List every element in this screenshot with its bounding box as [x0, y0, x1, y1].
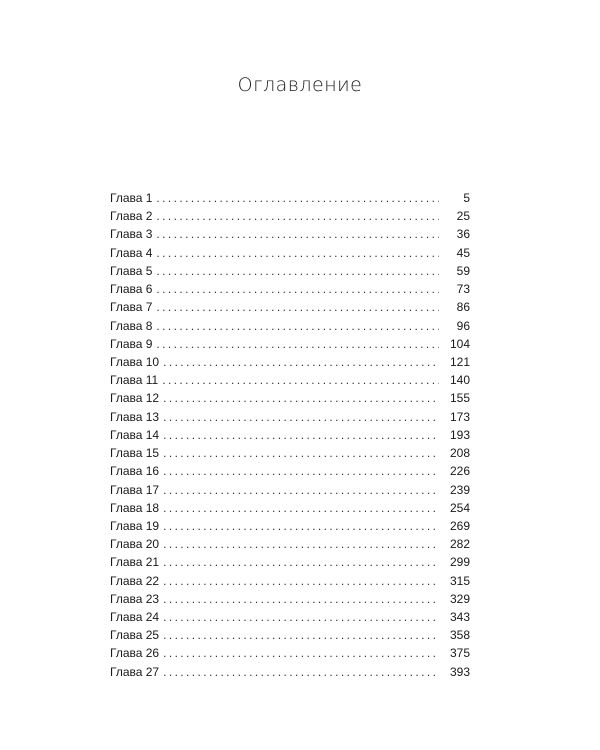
toc-entry[interactable] [110, 663, 470, 681]
toc-entry[interactable] [110, 517, 470, 535]
toc-entry-label: Глава 1 [110, 191, 153, 205]
toc-entry-page: 269 [449, 518, 470, 533]
dot-leader [163, 535, 439, 553]
toc-entry[interactable] [110, 499, 470, 517]
dot-leader [156, 335, 439, 353]
toc-entry-label: Глава 9 [110, 336, 153, 351]
toc-entry-label: Глава 16 [110, 464, 160, 479]
toc-entry[interactable] [110, 590, 470, 608]
toc-entry-page: 226 [449, 464, 470, 479]
toc-entry-label: Глава 4 [110, 245, 153, 260]
toc-entry-page: 329 [449, 591, 470, 606]
toc-entry-page: 193 [449, 427, 470, 442]
toc-entry-page: 254 [449, 500, 470, 515]
toc-entry-page: 173 [449, 409, 470, 424]
toc-entry-label: Глава 10 [110, 354, 160, 369]
toc-entry-page: 25 [456, 209, 470, 224]
toc-entry[interactable] [110, 317, 470, 335]
dot-leader [156, 262, 439, 280]
toc-entry-label: Глава 22 [110, 573, 160, 588]
toc-entry[interactable] [110, 389, 470, 407]
dot-leader [156, 280, 439, 298]
toc-entry-page: 282 [449, 537, 470, 552]
toc-entry-label: Глава 26 [110, 646, 160, 661]
toc-entry-label: Глава 14 [110, 427, 160, 442]
dot-leader [156, 298, 439, 316]
toc-entry[interactable] [110, 535, 470, 553]
toc-entry-page: 73 [456, 282, 470, 297]
dot-leader [163, 644, 439, 662]
toc-entry-label: Глава 8 [110, 318, 153, 333]
toc-entry-label: Глава 17 [110, 482, 160, 497]
dot-leader [156, 225, 439, 243]
dot-leader [163, 626, 439, 644]
dot-leader [163, 462, 439, 480]
toc-entry-page: 343 [449, 610, 470, 625]
toc-entry-label: Глава 23 [110, 591, 160, 606]
dot-leader [156, 207, 439, 225]
toc-entry[interactable] [110, 644, 470, 662]
toc-entry-page: 208 [449, 446, 470, 461]
dot-leader [163, 590, 439, 608]
dot-leader [163, 663, 439, 681]
toc-entry-label: Глава 18 [110, 500, 160, 515]
dot-leader [163, 572, 439, 590]
toc-entry[interactable] [110, 371, 470, 389]
toc-entry[interactable] [110, 225, 470, 243]
toc-entry[interactable] [110, 553, 470, 571]
toc-entry[interactable] [110, 280, 470, 298]
toc-entry-page: 5 [463, 191, 470, 205]
dot-leader [156, 317, 439, 335]
dot-leader [163, 481, 439, 499]
toc-entry[interactable] [110, 189, 470, 207]
toc-entry-page: 86 [456, 300, 470, 315]
toc-entry-label: Глава 21 [110, 555, 160, 570]
toc-entry-page: 36 [456, 227, 470, 242]
toc-entry-label: Глава 7 [110, 300, 153, 315]
toc-entry-page: 358 [449, 628, 470, 643]
toc-entry[interactable] [110, 444, 470, 462]
toc-entry-label: Глава 24 [110, 610, 160, 625]
toc-entry-label: Глава 11 [110, 373, 159, 388]
toc-entry[interactable] [110, 481, 470, 499]
dot-leader [163, 408, 439, 426]
toc-entry[interactable] [110, 335, 470, 353]
toc-entry[interactable] [110, 572, 470, 590]
dot-leader [156, 244, 439, 262]
toc-entry-page: 315 [449, 573, 470, 588]
toc-entry-page: 299 [449, 555, 470, 570]
toc-entry-label: Глава 2 [110, 209, 153, 224]
toc-entry-page: 155 [449, 391, 470, 406]
dot-leader [163, 389, 439, 407]
toc-entry[interactable] [110, 408, 470, 426]
dot-leader [163, 499, 439, 517]
toc-entry-label: Глава 20 [110, 537, 160, 552]
toc-entry-page: 104 [449, 336, 470, 351]
toc-entry-label: Глава 19 [110, 518, 160, 533]
toc-entry-page: 59 [456, 263, 470, 278]
toc-entry[interactable] [110, 462, 470, 480]
toc-entry-page: 45 [456, 245, 470, 260]
toc-entry-label: Глава 25 [110, 628, 160, 643]
dot-leader [163, 444, 439, 462]
toc-entry-label: Глава 27 [110, 664, 160, 679]
dot-leader [163, 353, 439, 371]
toc-entry-label: Глава 5 [110, 263, 153, 278]
toc-entry[interactable] [110, 426, 470, 444]
toc-entry-page: 239 [449, 482, 470, 497]
toc-entry[interactable] [110, 608, 470, 626]
toc-entry[interactable] [110, 626, 470, 644]
toc-entry-page: 140 [449, 373, 470, 388]
toc-entry[interactable] [110, 207, 470, 225]
toc-entry-label: Глава 6 [110, 282, 153, 297]
toc-entry-label: Глава 3 [110, 227, 153, 242]
dot-leader [156, 189, 439, 207]
toc-entry-label: Глава 13 [110, 409, 160, 424]
toc-entry-page: 121 [449, 354, 470, 369]
toc-entry[interactable] [110, 262, 470, 280]
toc-entry-label: Глава 15 [110, 446, 160, 461]
toc-entry-page: 393 [449, 664, 470, 679]
toc-entry[interactable] [110, 244, 470, 262]
dot-leader [162, 371, 439, 389]
toc-entry[interactable] [110, 353, 470, 371]
toc-entry-page: 375 [449, 646, 470, 661]
dot-leader [163, 608, 439, 626]
page-title: Оглавление [237, 73, 363, 96]
dot-leader [163, 426, 439, 444]
dot-leader [163, 553, 439, 571]
dot-leader [163, 517, 439, 535]
toc-entry-page: 96 [456, 318, 470, 333]
toc-entry-label: Глава 12 [110, 391, 160, 406]
toc-entry[interactable] [110, 298, 470, 316]
table-of-contents [110, 189, 470, 681]
